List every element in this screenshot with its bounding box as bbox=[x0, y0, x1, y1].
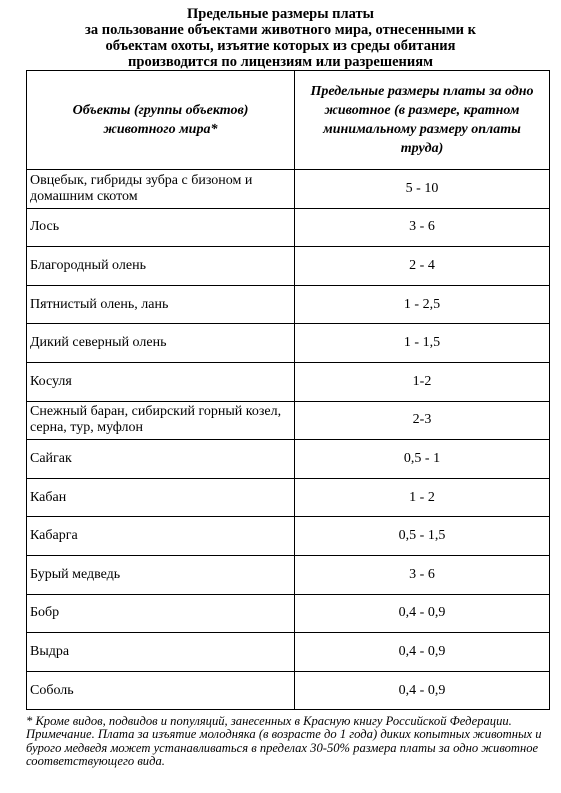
animal-name: Косуля bbox=[27, 362, 295, 401]
animal-name: Бурый медведь bbox=[27, 555, 295, 594]
title-line-1: Предельные размеры платы bbox=[187, 6, 374, 22]
table-row bbox=[27, 362, 550, 401]
fee-value: 0,4 - 0,9 bbox=[295, 594, 550, 633]
table-row bbox=[27, 247, 550, 286]
fee-value: 0,5 - 1 bbox=[295, 440, 550, 479]
animal-name: Сайгак bbox=[27, 440, 295, 479]
animal-name: Лось bbox=[27, 208, 295, 247]
animal-name: Пятнистый олень, лань bbox=[27, 285, 295, 324]
table-row bbox=[27, 633, 550, 672]
animal-name: Овцебык, гибриды зубра с бизоном и домашним скотом bbox=[27, 170, 295, 209]
table-row bbox=[27, 555, 550, 594]
fee-value: 0,5 - 1,5 bbox=[295, 517, 550, 556]
fee-value: 3 - 6 bbox=[295, 555, 550, 594]
footnotes bbox=[26, 715, 549, 769]
fee-table bbox=[26, 70, 550, 710]
animal-name: Кабан bbox=[27, 478, 295, 517]
fee-value: 2-3 bbox=[295, 401, 550, 440]
animal-name: Бобр bbox=[27, 594, 295, 633]
table-row bbox=[27, 440, 550, 479]
title-line-4: производится по лицензиям или разрешениям bbox=[128, 54, 433, 70]
table-row bbox=[27, 324, 550, 363]
fee-value: 2 - 4 bbox=[295, 247, 550, 286]
animal-name: Дикий северный олень bbox=[27, 324, 295, 363]
fee-value: 0,4 - 0,9 bbox=[295, 671, 550, 710]
header-fee: Предельные размеры платы за одно животное (в размере, кратном минимальному размеру оплаты труда) bbox=[295, 71, 550, 170]
title-line-2: за пользование объектами животного мира, отнесенными к bbox=[85, 22, 476, 38]
fee-value: 1 - 2,5 bbox=[295, 285, 550, 324]
table-row bbox=[27, 478, 550, 517]
table-row bbox=[27, 594, 550, 633]
animal-name: Соболь bbox=[27, 671, 295, 710]
table-row bbox=[27, 170, 550, 209]
animal-name: Снежный баран, сибирский горный козел, серна, тур, муфлон bbox=[27, 401, 295, 440]
fee-value: 1-2 bbox=[295, 362, 550, 401]
table-row bbox=[27, 285, 550, 324]
fee-value: 5 - 10 bbox=[295, 170, 550, 209]
table-row bbox=[27, 517, 550, 556]
fee-value: 0,4 - 0,9 bbox=[295, 633, 550, 672]
note-young-animals: Примечание. Плата за изъятие молодняка (в возрасте до 1 года) диких копытных животных и бурого медведя может устанавливаться в пределах 30-50% размера платы за одно животное соответствующего вида. bbox=[26, 727, 542, 769]
animal-name: Кабарга bbox=[27, 517, 295, 556]
fee-value: 1 - 2 bbox=[295, 478, 550, 517]
fee-value: 1 - 1,5 bbox=[295, 324, 550, 363]
table-row bbox=[27, 208, 550, 247]
fee-value: 3 - 6 bbox=[295, 208, 550, 247]
header-objects: Объекты (группы объектов) животного мира* bbox=[27, 71, 295, 170]
title-line-3: объектам охоты, изъятие которых из среды обитания bbox=[105, 38, 456, 54]
table-header-row bbox=[27, 71, 550, 170]
animal-name: Благородный олень bbox=[27, 247, 295, 286]
document-title bbox=[0, 6, 561, 70]
animal-name: Выдра bbox=[27, 633, 295, 672]
table-row bbox=[27, 671, 550, 710]
footnote-red-book: * Кроме видов, подвидов и популяций, занесенных в Красную книгу Российской Федерации. bbox=[26, 714, 512, 728]
table-row bbox=[27, 401, 550, 440]
